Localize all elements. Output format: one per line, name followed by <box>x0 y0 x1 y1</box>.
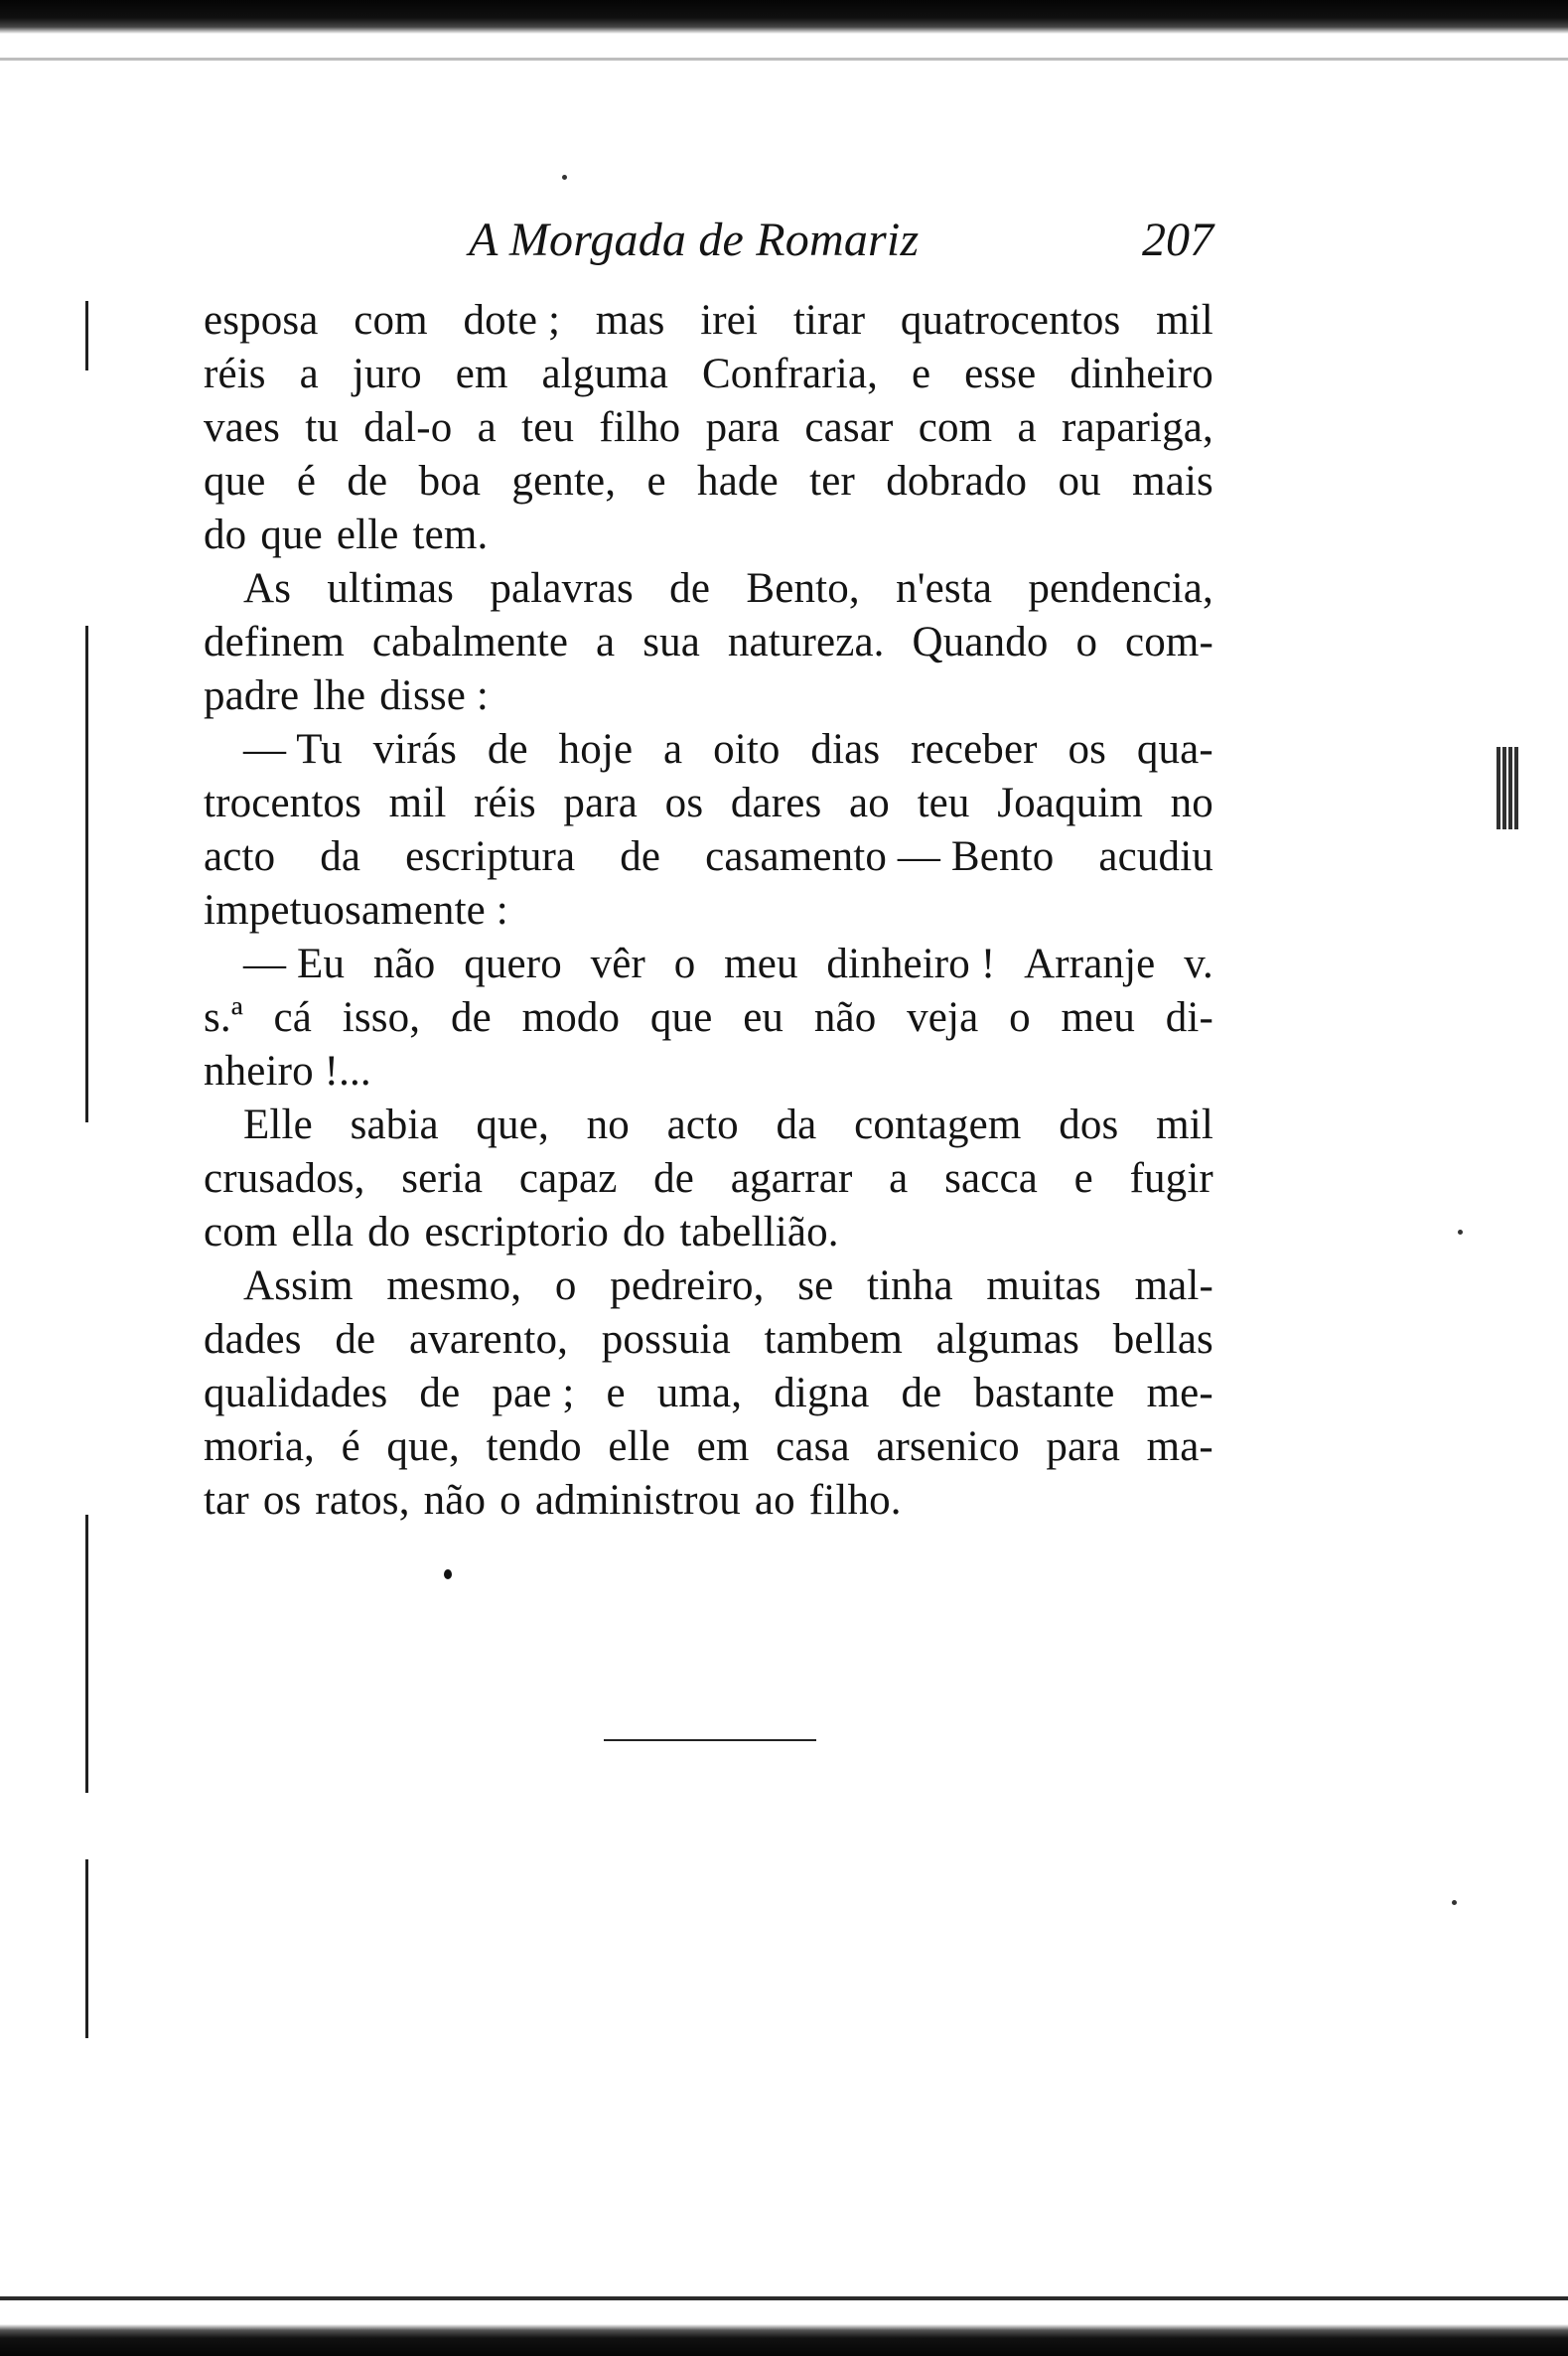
scan-speck <box>562 175 567 180</box>
scan-speck <box>1458 1230 1463 1235</box>
space <box>399 509 413 562</box>
word: natureza. <box>727 619 885 665</box>
text-line <box>204 723 1213 777</box>
word: me- <box>1146 1370 1213 1416</box>
space <box>301 1474 315 1528</box>
text-line <box>204 348 1213 401</box>
word: tabellião. <box>679 1209 839 1255</box>
word: tirar <box>792 297 866 344</box>
word: fugir <box>1129 1155 1213 1202</box>
word: do <box>204 512 247 558</box>
word: — Eu <box>243 941 346 987</box>
word: bastante <box>973 1370 1115 1416</box>
space <box>741 1474 755 1528</box>
scan-mark <box>1502 747 1506 829</box>
word: dal-o <box>363 404 453 451</box>
word: oito <box>713 726 781 773</box>
binding-mark <box>85 1859 88 2038</box>
word: elle <box>336 512 399 558</box>
text-line <box>204 777 1213 830</box>
word: acudiu <box>1098 833 1213 880</box>
word: quatrocentos <box>900 297 1121 344</box>
word: a <box>299 351 319 397</box>
word: moria, <box>204 1423 315 1470</box>
word: tinha <box>866 1262 953 1309</box>
word: é <box>296 458 317 505</box>
word: réis <box>474 780 536 826</box>
word: de <box>620 833 661 880</box>
word: para <box>563 780 639 826</box>
word: não <box>813 994 877 1041</box>
word: ou <box>1058 458 1101 505</box>
word: sacca <box>944 1155 1038 1202</box>
word: mil <box>388 780 447 826</box>
word: escriptura <box>405 833 576 880</box>
word: que <box>649 994 713 1041</box>
space <box>795 1474 809 1528</box>
word: que <box>260 512 323 558</box>
word: os <box>664 780 704 826</box>
word: é <box>341 1423 360 1470</box>
scan-speck <box>1452 1900 1457 1905</box>
word: qualidades <box>204 1370 388 1416</box>
word: de <box>347 458 388 505</box>
space <box>323 509 337 562</box>
text-line <box>204 1099 1213 1152</box>
word: de <box>901 1370 942 1416</box>
word: ma- <box>1146 1423 1213 1470</box>
word: hoje <box>558 726 634 773</box>
word: trocentos <box>204 780 361 826</box>
word: tambem <box>764 1316 903 1363</box>
word: pae ; <box>492 1370 575 1416</box>
word: de <box>450 994 492 1041</box>
word: casar <box>804 404 894 451</box>
word: hade <box>697 458 779 505</box>
word: pedreiro, <box>610 1262 765 1309</box>
space <box>277 1206 291 1259</box>
word: eu <box>743 994 784 1041</box>
word: o <box>1075 619 1098 665</box>
word: dinheiro ! <box>826 941 996 987</box>
text-line <box>204 884 1213 938</box>
text-line <box>204 1206 1213 1259</box>
word: bellas <box>1112 1316 1213 1363</box>
word: filho <box>599 404 681 451</box>
word: ter <box>809 458 855 505</box>
word: palavras <box>490 565 634 612</box>
binding-mark <box>85 1515 88 1793</box>
word: que, <box>386 1423 460 1470</box>
word: contagem <box>854 1102 1022 1148</box>
space <box>486 1474 499 1528</box>
word: a <box>1017 404 1037 451</box>
word: para <box>705 404 781 451</box>
word: vêr <box>590 941 645 987</box>
word: capaz <box>518 1155 618 1202</box>
word: de <box>669 565 711 612</box>
word: possuia <box>601 1316 731 1363</box>
word: dos <box>1059 1102 1119 1148</box>
word: mas <box>595 297 665 344</box>
scan-bottom-edge <box>0 2324 1568 2356</box>
word: Joaquim <box>997 780 1143 826</box>
text-line <box>204 1474 1213 1528</box>
word: isso, <box>342 994 421 1041</box>
text-line <box>204 401 1213 455</box>
word: de <box>487 726 528 773</box>
text-line <box>204 1259 1213 1313</box>
word: quero <box>464 941 562 987</box>
word: s.ª <box>204 994 243 1041</box>
space <box>410 1474 424 1528</box>
word: o <box>499 1477 521 1524</box>
word: juro <box>352 351 422 397</box>
word: pendencia, <box>1028 565 1213 612</box>
space <box>246 509 260 562</box>
word: do <box>367 1209 411 1255</box>
word: dias <box>810 726 881 773</box>
word: tar <box>204 1477 249 1524</box>
word: tendo <box>486 1423 582 1470</box>
word: escriptorio <box>424 1209 610 1255</box>
word: de <box>653 1155 695 1202</box>
word: di- <box>1165 994 1213 1041</box>
text-line <box>204 669 1213 723</box>
word: crusados, <box>204 1155 365 1202</box>
word: a <box>889 1155 909 1202</box>
word: administrou <box>534 1477 741 1524</box>
word: Elle <box>243 1102 313 1148</box>
binding-mark <box>85 626 88 1122</box>
word: Confraria, <box>701 351 878 397</box>
space <box>410 1206 424 1259</box>
word: — Tu <box>243 726 343 773</box>
word: cá <box>273 994 313 1041</box>
word: acto <box>666 1102 739 1148</box>
word: não <box>372 941 436 987</box>
word: meu <box>1061 994 1135 1041</box>
word: virás <box>372 726 457 773</box>
text-line <box>204 830 1213 884</box>
word: muitas <box>986 1262 1101 1309</box>
word: o <box>673 941 696 987</box>
word: para <box>1046 1423 1120 1470</box>
scan-mark <box>1514 747 1518 829</box>
word: a <box>663 726 683 773</box>
word: esposa <box>204 297 319 344</box>
word: casa <box>776 1423 850 1470</box>
word: impetuosamente : <box>204 887 508 934</box>
word: n'esta <box>896 565 993 612</box>
word: que <box>204 458 266 505</box>
word: e <box>911 351 931 397</box>
word: mesmo, <box>386 1262 522 1309</box>
space <box>299 669 313 723</box>
word: de <box>335 1316 376 1363</box>
word: qua- <box>1136 726 1213 773</box>
word: no <box>1170 780 1213 826</box>
word: dote ; <box>463 297 561 344</box>
word: teu <box>521 404 575 451</box>
word: veja <box>907 994 979 1041</box>
text-line <box>204 1367 1213 1420</box>
word: Arranje <box>1024 941 1156 987</box>
word: em <box>696 1423 750 1470</box>
word: os <box>262 1477 302 1524</box>
word: lhe <box>313 672 366 719</box>
word: cabalmente <box>371 619 569 665</box>
word: rapariga, <box>1061 404 1213 451</box>
word: avarento, <box>408 1316 569 1363</box>
word: sabia <box>350 1102 439 1148</box>
word: tu <box>305 404 340 451</box>
space <box>365 669 379 723</box>
space <box>521 1474 535 1528</box>
word: réis <box>204 351 266 397</box>
word: casamento — Bento <box>705 833 1055 880</box>
word: definem <box>204 619 345 665</box>
text-line <box>204 938 1213 991</box>
word: mais <box>1132 458 1213 505</box>
book-page <box>204 214 1213 1528</box>
word: com <box>918 404 993 451</box>
word: Quando <box>912 619 1049 665</box>
word: dades <box>204 1316 302 1363</box>
scan-bottom-rule <box>0 2296 1568 2300</box>
text-line <box>204 509 1213 562</box>
word: da <box>320 833 361 880</box>
word: teu <box>917 780 970 826</box>
word: os <box>1068 726 1107 773</box>
page-number: 207 <box>1142 214 1213 266</box>
word: não <box>423 1477 487 1524</box>
ink-dot <box>444 1569 452 1579</box>
word: no <box>586 1102 630 1148</box>
word: padre <box>204 672 300 719</box>
word: filho. <box>808 1477 902 1524</box>
word: ao <box>849 780 890 826</box>
word: seria <box>401 1155 484 1202</box>
word: sua <box>642 619 700 665</box>
word: Bento, <box>746 565 860 612</box>
word: do <box>623 1209 666 1255</box>
scan-top-edge <box>0 0 1568 34</box>
section-end-rule <box>604 1739 816 1741</box>
word: e <box>606 1370 626 1416</box>
space <box>354 1206 367 1259</box>
page-body-text <box>204 294 1213 1528</box>
text-line <box>204 1420 1213 1474</box>
word: digna <box>774 1370 870 1416</box>
word: algumas <box>935 1316 1080 1363</box>
text-line <box>204 1045 1213 1099</box>
scan-mark <box>1508 747 1512 829</box>
word: ella <box>291 1209 355 1255</box>
word: com- <box>1125 619 1213 665</box>
word: dares <box>730 780 822 826</box>
word: elle <box>608 1423 671 1470</box>
word: gente, <box>511 458 617 505</box>
word: dinheiro <box>1069 351 1213 397</box>
word: com <box>354 297 428 344</box>
word: o <box>1009 994 1031 1041</box>
word: em <box>455 351 508 397</box>
word: vaes <box>204 404 281 451</box>
word: esse <box>964 351 1037 397</box>
word: ao <box>754 1477 795 1524</box>
space <box>609 1206 623 1259</box>
word: nheiro !... <box>204 1048 371 1095</box>
word: ratos, <box>315 1477 410 1524</box>
word: acto <box>204 833 276 880</box>
word: As <box>243 565 292 612</box>
word: ultimas <box>327 565 455 612</box>
word: da <box>776 1102 817 1148</box>
word: Assim <box>243 1262 354 1309</box>
binding-mark <box>85 301 88 370</box>
word: com <box>204 1209 278 1255</box>
scan-top-rule <box>0 58 1568 61</box>
word: receber <box>911 726 1038 773</box>
text-line <box>204 294 1213 348</box>
word: irei <box>700 297 759 344</box>
running-head: A Morgada de Romariz <box>469 214 920 266</box>
text-line <box>204 616 1213 669</box>
word: mal- <box>1134 1262 1213 1309</box>
space <box>249 1474 263 1528</box>
word: agarrar <box>730 1155 853 1202</box>
word: e <box>1073 1155 1093 1202</box>
text-line <box>204 1152 1213 1206</box>
word: tem. <box>412 512 489 558</box>
word: dobrado <box>886 458 1028 505</box>
word: boa <box>418 458 482 505</box>
word: mil <box>1156 297 1213 344</box>
text-line <box>204 1313 1213 1367</box>
word: modo <box>521 994 621 1041</box>
text-line <box>204 562 1213 616</box>
text-line <box>204 991 1213 1045</box>
text-line <box>204 455 1213 509</box>
scan-mark <box>1497 747 1500 829</box>
word: a <box>596 619 616 665</box>
word: se <box>797 1262 834 1309</box>
word: mil <box>1156 1102 1213 1148</box>
word: que, <box>476 1102 549 1148</box>
word: a <box>477 404 497 451</box>
word: de <box>419 1370 461 1416</box>
word: disse : <box>379 672 489 719</box>
space <box>665 1206 679 1259</box>
word: alguma <box>541 351 668 397</box>
word: meu <box>724 941 798 987</box>
word: arsenico <box>876 1423 1020 1470</box>
word: v. <box>1184 941 1213 987</box>
word: e <box>646 458 666 505</box>
word: uma, <box>656 1370 743 1416</box>
word: o <box>554 1262 577 1309</box>
page-header <box>204 214 1213 294</box>
